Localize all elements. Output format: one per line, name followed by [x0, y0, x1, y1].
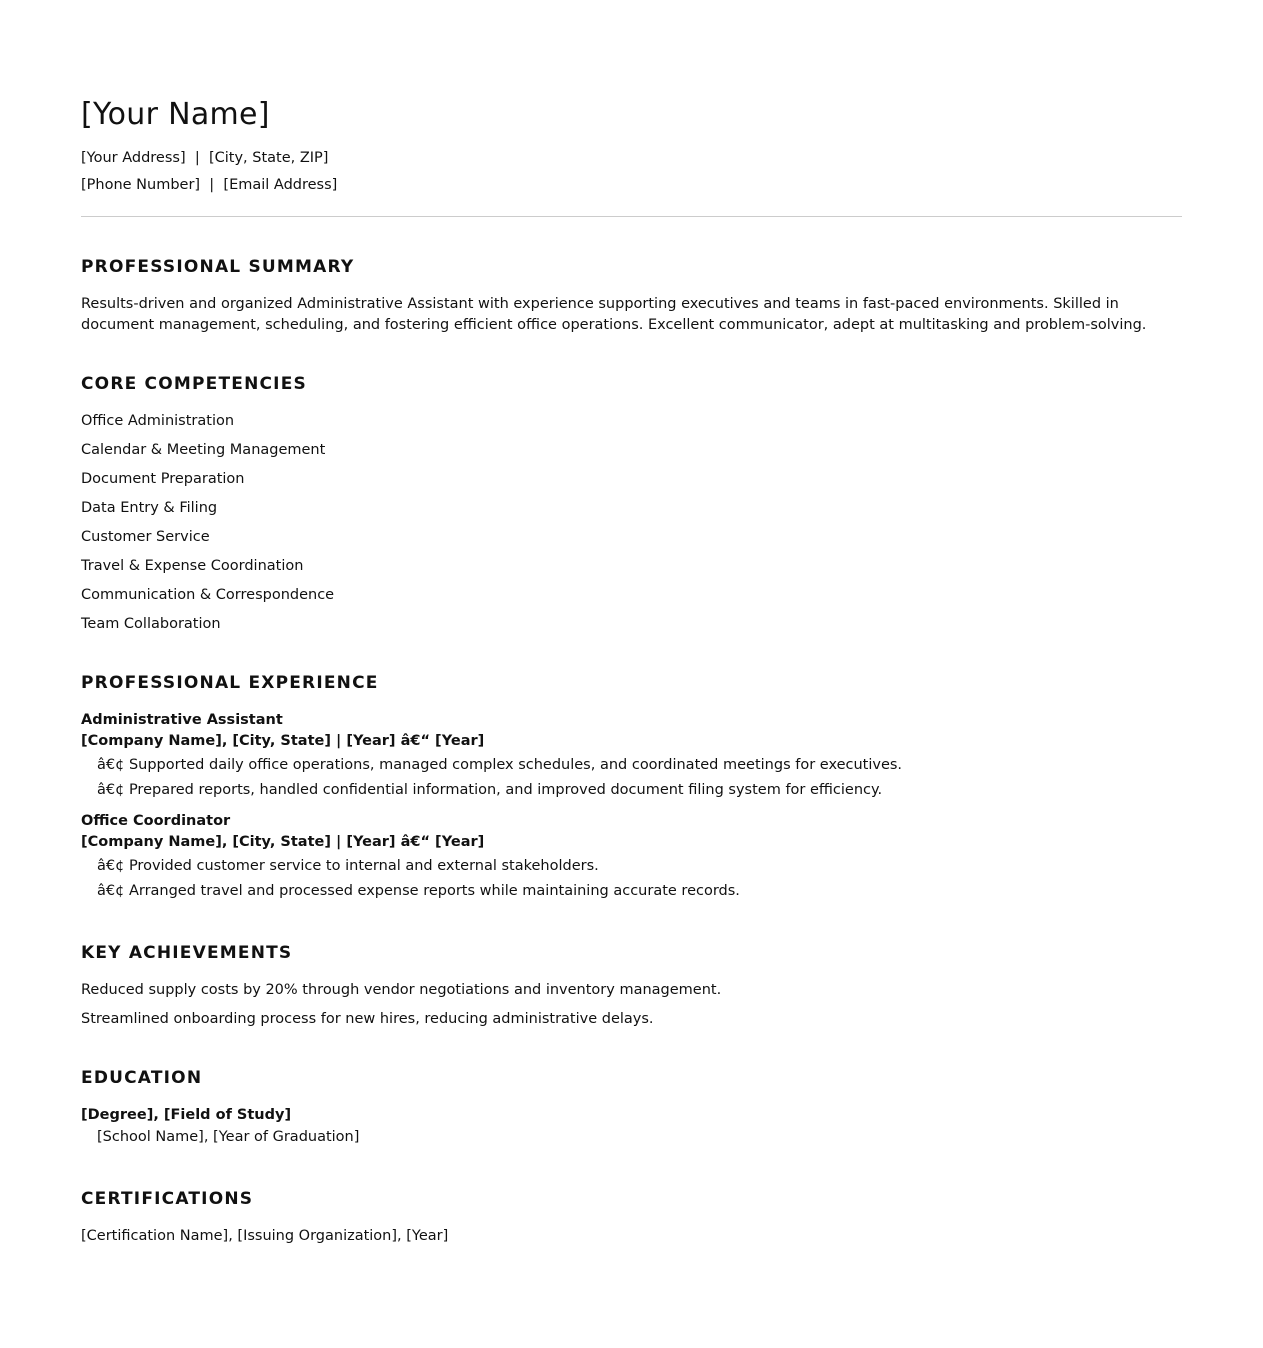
achievement-item: Streamlined onboarding process for new hires, reducing administrative delays.	[81, 1011, 654, 1027]
competency-item: Travel & Expense Coordination	[81, 558, 304, 574]
competency-item: Office Administration	[81, 413, 235, 429]
job-company-line: [Company Name], [City, State] | [Year] â€“ [Year]	[81, 733, 485, 749]
contact-phone-email: [Phone Number] | [Email Address]	[81, 177, 338, 193]
competency-item: Communication & Correspondence	[81, 587, 335, 603]
competency-item: Document Preparation	[81, 471, 245, 487]
competency-item: Customer Service	[81, 529, 210, 545]
achievement-item: Reduced supply costs by 20% through vendor negotiations and inventory management.	[81, 982, 722, 998]
summary-text: Results-driven and organized Administrative Assistant with experience supporting executives and teams in fast-paced environments. Skilled in document management, scheduling, and fostering efficient office operations. Excellent communicator, adept at multitasking and problem-solving.	[81, 296, 1147, 333]
job-role: Administrative Assistant	[81, 712, 283, 728]
section-title-education: EDUCATION	[81, 1068, 203, 1088]
section-title-certifications: CERTIFICATIONS	[81, 1189, 254, 1209]
contact-address: [Your Address] | [City, State, ZIP]	[81, 150, 329, 166]
section-title-experience: PROFESSIONAL EXPERIENCE	[81, 673, 379, 693]
section-title-summary: PROFESSIONAL SUMMARY	[81, 257, 355, 277]
job-bullet: â€¢ Prepared reports, handled confidential information, and improved document filing system for efficiency.	[97, 782, 883, 798]
competency-item: Calendar & Meeting Management	[81, 442, 326, 458]
header-divider	[81, 216, 1182, 217]
section-title-achievements: KEY ACHIEVEMENTS	[81, 943, 293, 963]
competency-item: Team Collaboration	[81, 616, 221, 632]
job-role: Office Coordinator	[81, 813, 231, 829]
job-bullet: â€¢ Arranged travel and processed expense reports while maintaining accurate records.	[97, 883, 740, 899]
job-bullet: â€¢ Provided customer service to internal and external stakeholders.	[97, 858, 599, 874]
section-title-competencies: CORE COMPETENCIES	[81, 374, 307, 394]
certification-item: [Certification Name], [Issuing Organization], [Year]	[81, 1228, 449, 1244]
job-bullet: â€¢ Supported daily office operations, managed complex schedules, and coordinated meetings for executives.	[97, 757, 903, 773]
competency-item: Data Entry & Filing	[81, 500, 218, 516]
job-company-line: [Company Name], [City, State] | [Year] â€“ [Year]	[81, 834, 485, 850]
resume-name: [Your Name]	[81, 97, 270, 132]
education-degree: [Degree], [Field of Study]	[81, 1107, 292, 1123]
education-school: [School Name], [Year of Graduation]	[97, 1129, 360, 1145]
